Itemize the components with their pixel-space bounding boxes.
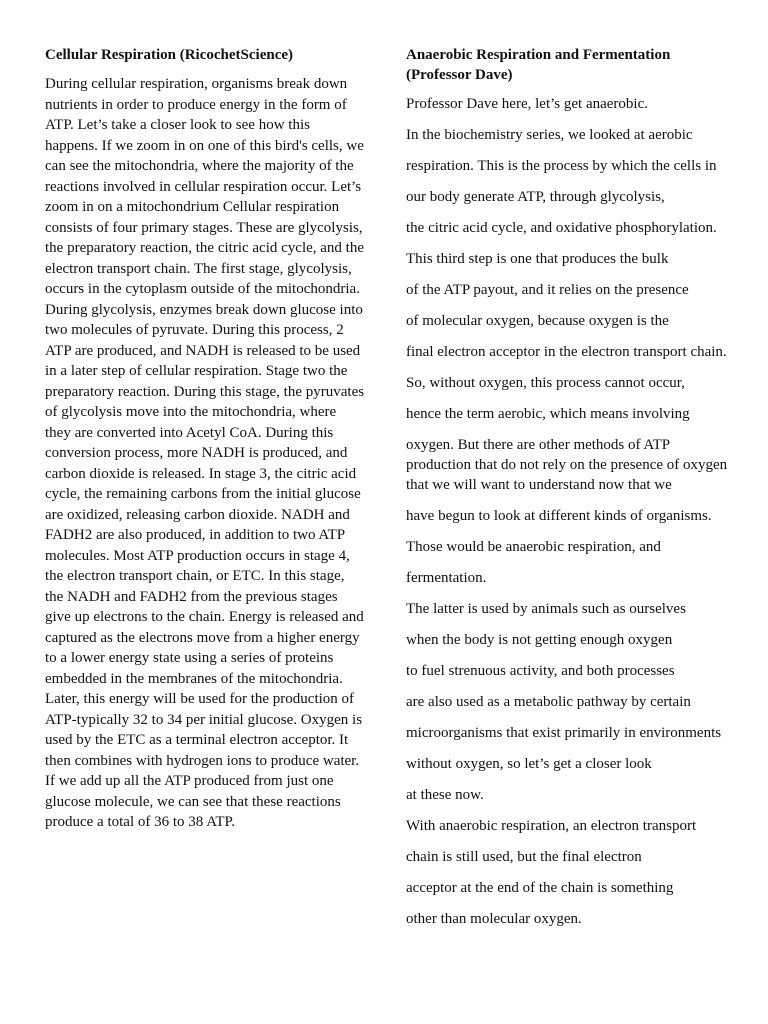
paragraph: Those would be anaerobic respiration, and [406,539,661,555]
paragraph: final electron acceptor in the electron transport chain. [406,344,727,360]
paragraph: So, without oxygen, this process cannot occur, [406,375,685,391]
paragraph: of the ATP payout, and it relies on the presence [406,282,689,298]
paragraph: at these now. [406,787,484,803]
right-column [406,45,736,940]
paragraph: respiration. This is the process by which the cells in [406,158,717,174]
left-column [45,45,365,833]
paragraph: With anaerobic respiration, an electron transport [406,818,697,834]
paragraph: This third step is one that produces the bulk [406,251,669,267]
left-column-title: Cellular Respiration (RicochetScience) [45,47,294,63]
paragraph: are also used as a metabolic pathway by certain [406,694,691,710]
paragraph: when the body is not getting enough oxygen [406,632,673,648]
paragraph: to fuel strenuous activity, and both processes [406,663,675,679]
paragraph: fermentation. [406,570,487,586]
paragraph: chain is still used, but the final electron [406,849,642,865]
paragraph: Professor Dave here, let’s get anaerobic. [406,96,648,112]
paragraph: acceptor at the end of the chain is something [406,880,674,896]
paragraph: other than molecular oxygen. [406,911,582,927]
paragraph: without oxygen, so let’s get a closer look [406,756,652,772]
paragraph: microorganisms that exist primarily in environments [406,725,722,741]
paragraph: hence the term aerobic, which means involving [406,406,690,422]
paragraph: of molecular oxygen, because oxygen is the [406,313,669,329]
paragraph: the citric acid cycle, and oxidative phosphorylation. [406,220,717,236]
paragraph: oxygen. But there are other methods of ATP production that do not rely on the presence of oxygen that we will want to understand now that we [406,437,728,493]
paragraph: The latter is used by animals such as ourselves [406,601,686,617]
left-column-body: During cellular respiration, organisms break down nutrients in order to produce energy in the form of ATP. Let’s take a closer look to see how this happens. If we zoom in on one of this bird's cells, we can see the mitochondria, where the majority of the reactions involved in cellular respiration occur. Let’s zoom in on a mitochondrium Cellular respiration consists of four primary stages. These are glycolysis, the preparatory reaction, the citric acid cycle, and the electron transport chain. The first stage, glycolysis, occurs in the cytoplasm outside of the mitochondria. During glycolysis, enzymes break down glucose into two molecules of pyruvate. During this process, 2 ATP are produced, and NADH is released to be used in a later step of cellular respiration. Stage two the preparatory reaction. During this stage, the pyruvates of glycolysis move into the mitochondria, where they are converted into Acetyl CoA. During this conversion process, more NADH is produced, and carbon dioxide is released. In stage 3, the citric acid cycle, the remaining carbons from the initial glucose are oxidized, releasing carbon dioxide. NADH and FADH2 are also produced, in addition to two ATP molecules. Most ATP production occurs in stage 4, the electron transport chain, or ETC. In this stage, the NADH and FADH2 from the previous stages give up electrons to the chain. Energy is released and captured as the electrons move from a higher energy to a lower energy state using a series of proteins embedded in the membranes of the mitochondria. Later, this energy will be used for the production of ATP-typically 32 to 34 per initial glucose. Oxygen is used by the ETC as a terminal electron acceptor. It then combines with hydrogen ions to produce water. If we add up all the ATP produced from just one glucose molecule, we can see that these reactions produce a total of 36 to 38 ATP. [45,76,365,830]
paragraph: our body generate ATP, through glycolysis, [406,189,665,205]
right-column-title: Anaerobic Respiration and Fermentation (Professor Dave) [406,47,671,83]
paragraph: In the biochemistry series, we looked at aerobic [406,127,693,143]
paragraph: have begun to look at different kinds of organisms. [406,508,712,524]
